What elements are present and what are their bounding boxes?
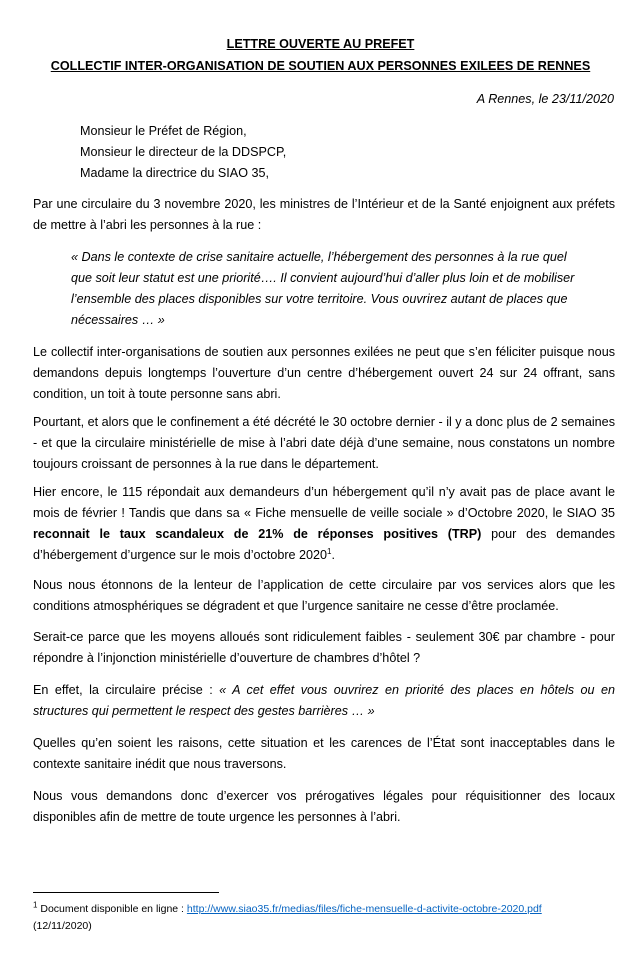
paragraph-lenteur: Nous nous étonnons de la lenteur de l’application de cette circulaire par vos services alors que les conditions atmosphériques se dégradent et que l’urgence sanitaire ne cesse d’être proclamée. bbox=[33, 578, 615, 613]
paragraph-circulaire: Par une circulaire du 3 novembre 2020, les ministres de l’Intérieur et de la Santé enjoignent aux préfets de mettre à l’abri les personnes à la rue : bbox=[33, 197, 615, 232]
recipient-prefet: Monsieur le Préfet de Région, bbox=[80, 124, 247, 138]
footnote bbox=[33, 901, 603, 935]
recipient-siao: Madame la directrice du SIAO 35, bbox=[80, 166, 269, 180]
place-date: A Rennes, le 23/11/2020 bbox=[476, 92, 614, 106]
paragraph-115-tail: pour des demandes d’hébergement d’urgence sur le mois d’octobre 2020 bbox=[33, 527, 616, 562]
letter-title: LETTRE OUVERTE AU PREFET bbox=[226, 37, 415, 51]
recipient-ddspcp: Monsieur le directeur de la DDSPCP, bbox=[80, 145, 287, 159]
paragraph-confinement: Pourtant, et alors que le confinement a été décrété le 30 octobre dernier - il y a donc plus de 2 semaines - et que la circulaire ministérielle de mise à l’abri date déjà d’une semaine, nous constatons un nombre toujours croissant de personnes à la rue dans le département. bbox=[33, 415, 615, 471]
footnote-separator bbox=[33, 892, 219, 893]
paragraph-en-effet-quote: « A cet effet vous ouvrirez en priorité des places en hôtels ou en structures qui permettent le respect des gestes barrières … » bbox=[33, 683, 615, 718]
footnote-link[interactable]: http://www.siao35.fr/medias/files/fiche-mensuelle-d-activite-octobre-2020.pdf bbox=[186, 903, 542, 915]
paragraph-moyens: Serait-ce parce que les moyens alloués sont ridiculement faibles - seulement 30€ par chambre - pour répondre à l’injonction ministérielle d’ouverture de chambres d’hôtel ? bbox=[33, 630, 615, 665]
paragraph-en-effet bbox=[33, 680, 615, 722]
quote-circulaire: « Dans le contexte de crise sanitaire actuelle, l’hébergement des personnes à la rue quel que soit leur statut est une priorité…. Il convient aujourd’hui d’aller plus loin et de mobiliser l’ensemble des places disponibles sur votre territoire. Vous ouvrirez autant de places que nécessaires … » bbox=[71, 250, 575, 327]
paragraph-demande: Nous vous demandons donc d’exercer vos prérogatives légales pour réquisitionner des locaux disponibles afin de mettre de toute urgence les personnes à l’abri. bbox=[33, 789, 615, 824]
paragraph-115-bold: reconnait le taux scandaleux de 21% de réponses positives (TRP) bbox=[33, 527, 482, 541]
footnote-reference[interactable]: 1 bbox=[327, 546, 332, 556]
paragraph-115-lead: Hier encore, le 115 répondait aux demandeurs d’un hébergement qu’il n’y avait pas de place avant le mois de février ! Tandis que dans sa « Fiche mensuelle de veille sociale » d’Octobre 2020, le SIAO 35 bbox=[33, 485, 615, 520]
footnote-marker: 1 bbox=[33, 900, 38, 910]
paragraph-en-effet-lead: En effet, la circulaire précise : bbox=[33, 683, 220, 697]
paragraph-115-end: . bbox=[331, 548, 335, 562]
recipients-block bbox=[80, 121, 286, 184]
footnote-lead: Document disponible en ligne : bbox=[37, 903, 187, 915]
paragraph-collectif: Le collectif inter-organisations de soutien aux personnes exilées ne peut que s’en féliciter puisque nous demandons depuis longtemps l’ouverture d’un centre d’hébergement ouvert 24 sur 24 offrant, sans condition, un toit à toute personne sans abri. bbox=[33, 345, 615, 401]
collective-name: COLLECTIF INTER-ORGANISATION DE SOUTIEN AUX PERSONNES EXILEES DE RENNES bbox=[50, 59, 591, 73]
paragraph-raisons: Quelles qu’en soient les raisons, cette situation et les carences de l’État sont inacceptables dans le contexte sanitaire inédit que nous traversons. bbox=[33, 736, 615, 771]
footnote-tail: (12/11/2020) bbox=[33, 920, 92, 932]
paragraph-115 bbox=[33, 482, 615, 566]
